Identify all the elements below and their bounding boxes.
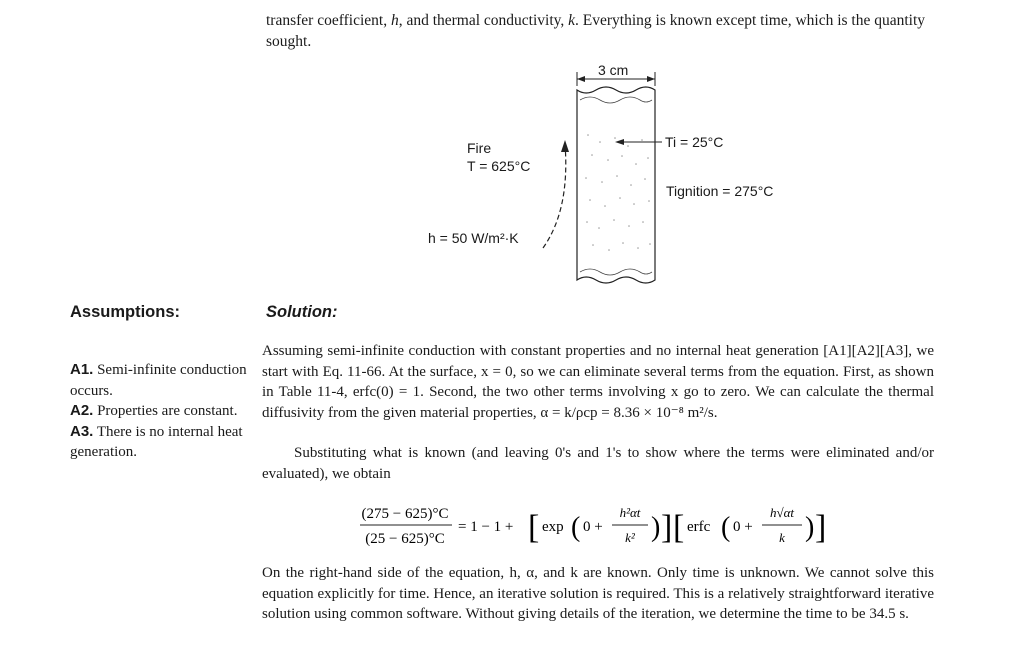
eq-frac1-numerator: h²αt: [619, 505, 641, 520]
width-label: 3 cm: [598, 62, 629, 78]
eq-exp: exp: [542, 519, 564, 535]
initial-temperature-label: Ti = 25°C: [665, 134, 724, 150]
eq-bracket-open-1: [: [528, 509, 540, 546]
equation-svg: [360, 494, 880, 556]
eq-bracket-close-2: ]: [815, 509, 827, 546]
solution-paragraph-3: On the right-hand side of the equation, h, α, and k are known. Only time is unknown. We cannot solve this equation explicitly for time. Hence, an iterative solution is required. This is a relatively straightforward iterative solution using common software. Without giving details of the iteration, we determine the time to be 34.5 s.: [262, 565, 934, 622]
fire-label: Fire: [467, 140, 492, 156]
eq-zero-plus-1: 0 +: [583, 519, 603, 535]
intro-text-2: , and thermal conductivity,: [398, 12, 569, 29]
wall-slab: [577, 87, 655, 283]
eq-paren-open-1: (: [571, 512, 581, 543]
assumption-item: [70, 422, 255, 463]
eq-paren-close-1: ): [651, 512, 661, 543]
heat-flow-arrowhead: [561, 140, 569, 152]
temperature-equation: [360, 494, 880, 556]
intro-paragraph: [266, 10, 946, 52]
eq-middle: = 1 − 1 +: [458, 519, 514, 535]
solution-paragraph-1: Assuming semi-infinite conduction with constant properties and no internal heat generation [A1][A2][A3], we start with Eq. 11-66. At the surface, x = 0, so we can eliminate several terms from the equation. First, as shown in Table 11-4, erfc(0) = 1. Second, the two other terms involving x go to zero. We can calculate the thermal diffusivity from the given material properties, α = k/ρcp = 8.36 × 10⁻⁸ m²/s.: [262, 343, 934, 421]
assumption-tag: A3.: [70, 422, 94, 440]
assumption-text: Semi-infinite conduction occurs.: [70, 362, 247, 399]
wall-diagram-svg: [410, 60, 790, 295]
wall-diagram: [410, 60, 790, 295]
eq-paren-open-2: (: [721, 512, 731, 543]
intro-h-symbol: h: [390, 12, 399, 29]
eq-erfc: erfc: [687, 519, 711, 535]
intro-text-3: . Everything is known except time, which is the quantity sought.: [266, 12, 926, 50]
assumption-text: Properties are constant.: [97, 403, 238, 419]
ignition-temperature-label: Tignition = 275°C: [666, 183, 774, 199]
eq-bracket-open-2: [: [673, 509, 685, 546]
eq-zero-plus-2: 0 +: [733, 519, 753, 535]
solution-heading: Solution:: [266, 303, 338, 321]
eq-bracket-close-1: ]: [661, 509, 673, 546]
assumption-item: [70, 360, 255, 401]
dimension-arrow-left: [577, 76, 585, 82]
fire-temperature-label: T = 625°C: [467, 158, 531, 174]
heat-transfer-coefficient-label: h = 50 W/m²·K: [428, 230, 519, 246]
assumption-item: [70, 401, 255, 422]
eq-frac2-denominator: k: [779, 530, 785, 545]
intro-text-1: transfer coefficient,: [266, 12, 391, 29]
assumption-tag: A1.: [70, 361, 94, 378]
assumptions-heading: Assumptions:: [70, 303, 181, 321]
eq-numerator: (275 − 625)°C: [361, 506, 449, 522]
eq-paren-close-2: ): [805, 512, 815, 543]
assumption-tag: A2.: [70, 402, 94, 419]
assumptions-list: [70, 360, 255, 463]
heat-flow-arrow: [543, 144, 566, 248]
intro-k-symbol: k: [568, 12, 576, 29]
assumption-text: There is no internal heat generation.: [70, 423, 243, 460]
eq-frac1-denominator: k²: [625, 530, 635, 545]
solution-paragraph-2: Substituting what is known (and leaving 0's and 1's to show where the terms were eliminated and/or evaluated), we obtain: [262, 445, 934, 482]
eq-denominator: (25 − 625)°C: [365, 531, 445, 547]
dimension-arrow-right: [647, 76, 655, 82]
eq-frac2-numerator: h√αt: [769, 505, 795, 520]
